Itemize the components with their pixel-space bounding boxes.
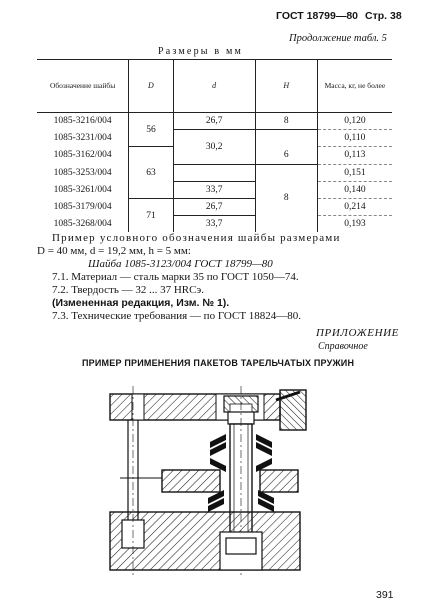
designation-cell: 1085-3162/004 — [53, 150, 112, 161]
table-row — [37, 181, 392, 198]
table-row — [37, 113, 392, 130]
d-cell-empty — [173, 164, 255, 181]
d-cell: 30,2 — [173, 130, 255, 164]
D-cell: 56 — [129, 113, 173, 147]
designation-cell: 1085-3261/004 — [53, 184, 112, 195]
col-header-D: D — [129, 60, 173, 113]
designation-cell: 1085-3216/004 — [53, 116, 112, 127]
spring-package-drawing — [100, 382, 330, 582]
H-cell: 6 — [255, 147, 317, 164]
example-intro-line1: Пример условного обозначения шайбы размерами — [52, 232, 341, 244]
designation-cell: 1085-3268/004 — [53, 218, 112, 229]
mass-cell: 0,193 — [317, 216, 392, 233]
designation-cell: 1085-3253/004 — [53, 167, 112, 178]
lower-base — [110, 512, 300, 570]
clause-7-1: 7.1. Материал — сталь марки 35 по ГОСТ 1050—74. — [52, 271, 299, 283]
table-row — [37, 130, 392, 147]
page-header-standard: ГОСТ 18799—80 — [276, 10, 359, 22]
col-header-d: d — [173, 60, 255, 113]
d-cell: 33,7 — [173, 181, 255, 198]
table-row — [37, 216, 392, 233]
designation-cell: 1085-3231/004 — [53, 133, 112, 144]
col-header-mass: Масса, кг, не более — [317, 60, 392, 113]
clause-7-2: 7.2. Твердость — 32 ... 37 HRCэ. — [52, 284, 204, 296]
table-row — [37, 164, 392, 181]
col-header-H: H — [255, 60, 317, 113]
mass-cell: 0,151 — [317, 164, 392, 181]
mass-cell: 0,110 — [317, 130, 392, 147]
example-designation: Шайба 1085-3123/004 ГОСТ 18799—80 — [88, 258, 273, 270]
H-cell-empty — [255, 130, 317, 147]
amendment-note: (Измененная редакция, Изм. № 1). — [52, 297, 230, 309]
d-cell: 33,7 — [173, 216, 255, 233]
example-intro-line2: D = 40 мм, d = 19,2 мм, h = 5 мм: — [37, 245, 191, 257]
col-header-designation: Обозначение шайбы — [37, 60, 129, 113]
mass-cell: 0,120 — [317, 113, 392, 130]
table-caption: Размеры в мм — [158, 46, 244, 57]
designation-cell: 1085-3179/004 — [53, 202, 112, 213]
appendix-title: ПРИЛОЖЕНИЕ — [316, 327, 399, 339]
clause-7-3: 7.3. Технические требования — по ГОСТ 18824—80. — [52, 310, 302, 322]
page-number: 391 — [376, 589, 394, 601]
middle-plate — [120, 470, 298, 492]
D-cell: 71 — [129, 198, 173, 232]
table-row — [37, 198, 392, 215]
mass-cell: 0,214 — [317, 198, 392, 215]
mass-cell: 0,113 — [317, 147, 392, 164]
H-cell: 8 — [255, 164, 317, 232]
mass-cell: 0,140 — [317, 181, 392, 198]
H-cell: 8 — [255, 113, 317, 130]
appendix-subtitle: Справочное — [318, 341, 368, 352]
d-cell: 26,7 — [173, 198, 255, 215]
upper-plate — [110, 390, 306, 430]
dimensions-table — [37, 59, 392, 232]
d-cell: 26,7 — [173, 113, 255, 130]
page-header-page: Стр. 38 — [365, 10, 402, 22]
figure-title: ПРИМЕР ПРИМЕНЕНИЯ ПАКЕТОВ ТАРЕЛЬЧАТЫХ ПРУЖИН — [82, 358, 355, 368]
table-continuation-note: Продолжение табл. 5 — [289, 33, 387, 44]
D-cell: 63 — [129, 147, 173, 199]
